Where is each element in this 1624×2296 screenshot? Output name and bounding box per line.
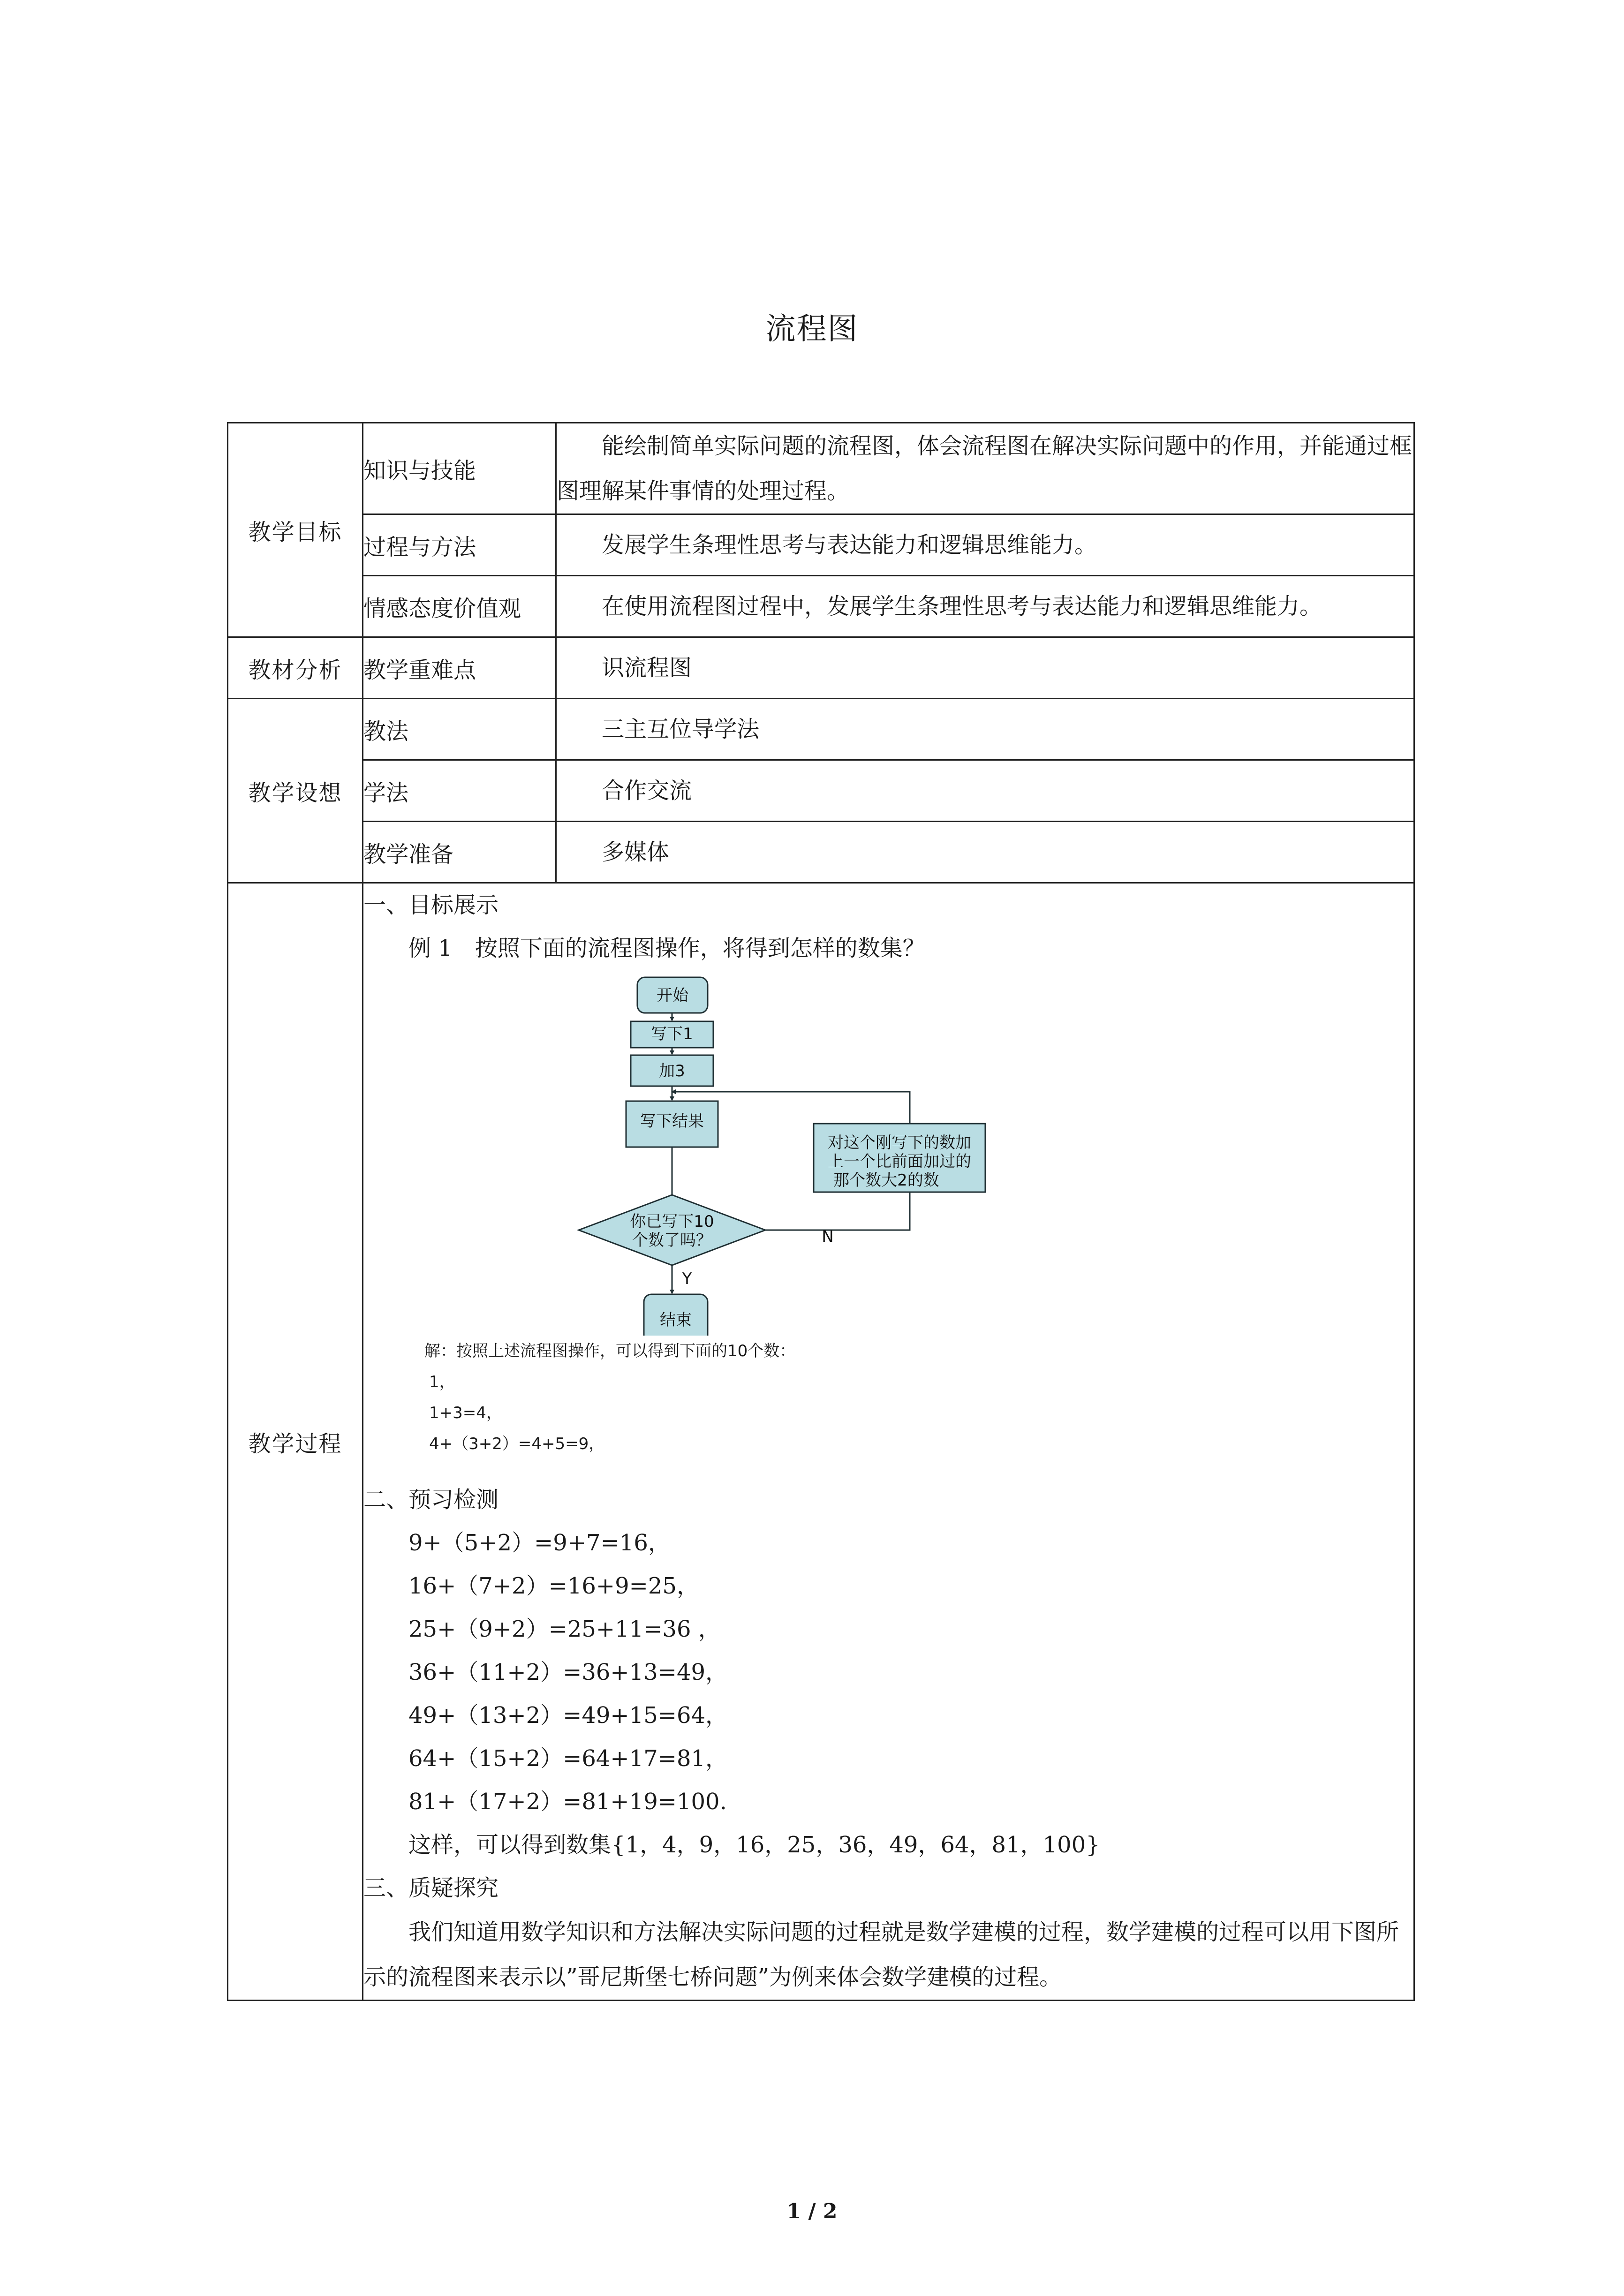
page-number: 1 / 2 [786, 2199, 838, 2223]
solution-block [363, 1336, 1413, 1459]
design-row-teaching [228, 699, 1414, 760]
design-row-prep [228, 822, 1414, 883]
design-value-learning-text: 合作交流 [602, 778, 692, 804]
solution-step-2: 1+3=4， [429, 1404, 502, 1422]
solution-step-1: 1， [429, 1373, 455, 1391]
design-value-teaching-text: 三主互位导学法 [602, 716, 760, 742]
design-value-prep [556, 822, 1414, 883]
design-value-teaching [556, 699, 1414, 760]
analysis-value-text: 识流程图 [602, 655, 692, 681]
node-loop-line-1: 对这个刚写下的数加 [828, 1133, 971, 1152]
lesson-plan-table [227, 422, 1415, 2001]
equation-4: 36+（11+2）=36+13=49， [408, 1659, 728, 1685]
section-1-heading: 一、目标展示 [363, 892, 499, 918]
goals-label-attitude: 情感态度价值观 [363, 576, 556, 637]
solution-head: 解：按照上述流程图操作，可以得到下面的10个数： [424, 1342, 796, 1360]
node-loop-line-2: 上一个比前面加过的 [828, 1152, 971, 1171]
analysis-row [228, 637, 1414, 699]
arrow-decision-no [765, 1192, 910, 1230]
design-row-learning [228, 760, 1414, 822]
design-label-learning: 学法 [363, 760, 556, 822]
process-category: 教学过程 [228, 883, 363, 2001]
goals-value-knowledge-text: 能绘制简单实际问题的流程图，体会流程图在解决实际问题中的作用，并能通过框图理解某件事情的处理过程。 [557, 433, 1413, 504]
goals-row-knowledge [228, 423, 1414, 514]
equation-7: 81+（17+2）=81+19=100. [408, 1789, 727, 1815]
goals-value-attitude-text: 在使用流程图过程中，发展学生条理性思考与表达能力和逻辑思维能力。 [602, 593, 1322, 619]
section-3-paragraph: 我们知道用数学知识和方法解决实际问题的过程就是数学建模的过程，数学建模的过程可以用下图所示的流程图来表示以”哥尼斯堡七桥问题”为例来体会数学建模的过程。 [363, 1919, 1399, 1990]
goals-value-attitude [556, 576, 1414, 637]
node-result-label: 写下结果 [640, 1112, 704, 1131]
design-value-prep-text: 多媒体 [602, 839, 670, 865]
solution-step-3: 4+（3+2）=4+5=9， [429, 1435, 605, 1453]
equation-5: 49+（13+2）=49+15=64， [408, 1702, 728, 1729]
node-decision-line-1: 你已写下10 [630, 1212, 714, 1231]
page-title: 流程图 [765, 312, 859, 347]
goals-category: 教学目标 [228, 423, 363, 637]
node-start-label: 开始 [657, 986, 688, 1005]
equation-3: 25+（9+2）=25+11=36 ， [408, 1616, 721, 1642]
analysis-value [556, 637, 1414, 699]
label-yes: Y [682, 1269, 692, 1288]
equation-6: 64+（15+2）=64+17=81， [408, 1745, 728, 1772]
section-2-heading: 二、预习检测 [363, 1487, 499, 1513]
process-content [363, 883, 1414, 2001]
node-end-label: 结束 [660, 1311, 692, 1329]
flowchart-svg [363, 970, 1208, 1336]
equation-2: 16+（7+2）=16+9=25， [408, 1573, 699, 1599]
goals-value-knowledge [556, 423, 1414, 514]
flowchart [363, 970, 1413, 1336]
node-loop-line-3: 那个数大2的数 [833, 1171, 939, 1190]
goals-row-method [228, 514, 1414, 576]
goals-label-knowledge: 知识与技能 [363, 423, 556, 514]
process-row [228, 883, 1414, 2001]
design-label-teaching: 教法 [363, 699, 556, 760]
design-category: 教学设想 [228, 699, 363, 883]
node-write1-label: 写下1 [651, 1025, 693, 1043]
goals-value-method-text: 发展学生条理性思考与表达能力和逻辑思维能力。 [602, 532, 1097, 558]
node-decision-line-2: 个数了吗？ [632, 1231, 712, 1250]
design-value-learning [556, 760, 1414, 822]
goals-row-attitude [228, 576, 1414, 637]
section-3-heading: 三、质疑探究 [363, 1875, 499, 1901]
analysis-category: 教材分析 [228, 637, 363, 699]
node-add3-label: 加3 [659, 1062, 685, 1080]
analysis-label: 教学重难点 [363, 637, 556, 699]
label-no: N [822, 1227, 834, 1246]
equation-summary: 这样，可以得到数集{1，4，9，16，25，36，49，64，81，100} [408, 1832, 1100, 1858]
goals-value-method [556, 514, 1414, 576]
example-1-text: 例 1 按照下面的流程图操作，将得到怎样的数集？ [408, 935, 925, 961]
goals-label-method: 过程与方法 [363, 514, 556, 576]
equation-1: 9+（5+2）=9+7=16， [408, 1530, 671, 1556]
design-label-prep: 教学准备 [363, 822, 556, 883]
